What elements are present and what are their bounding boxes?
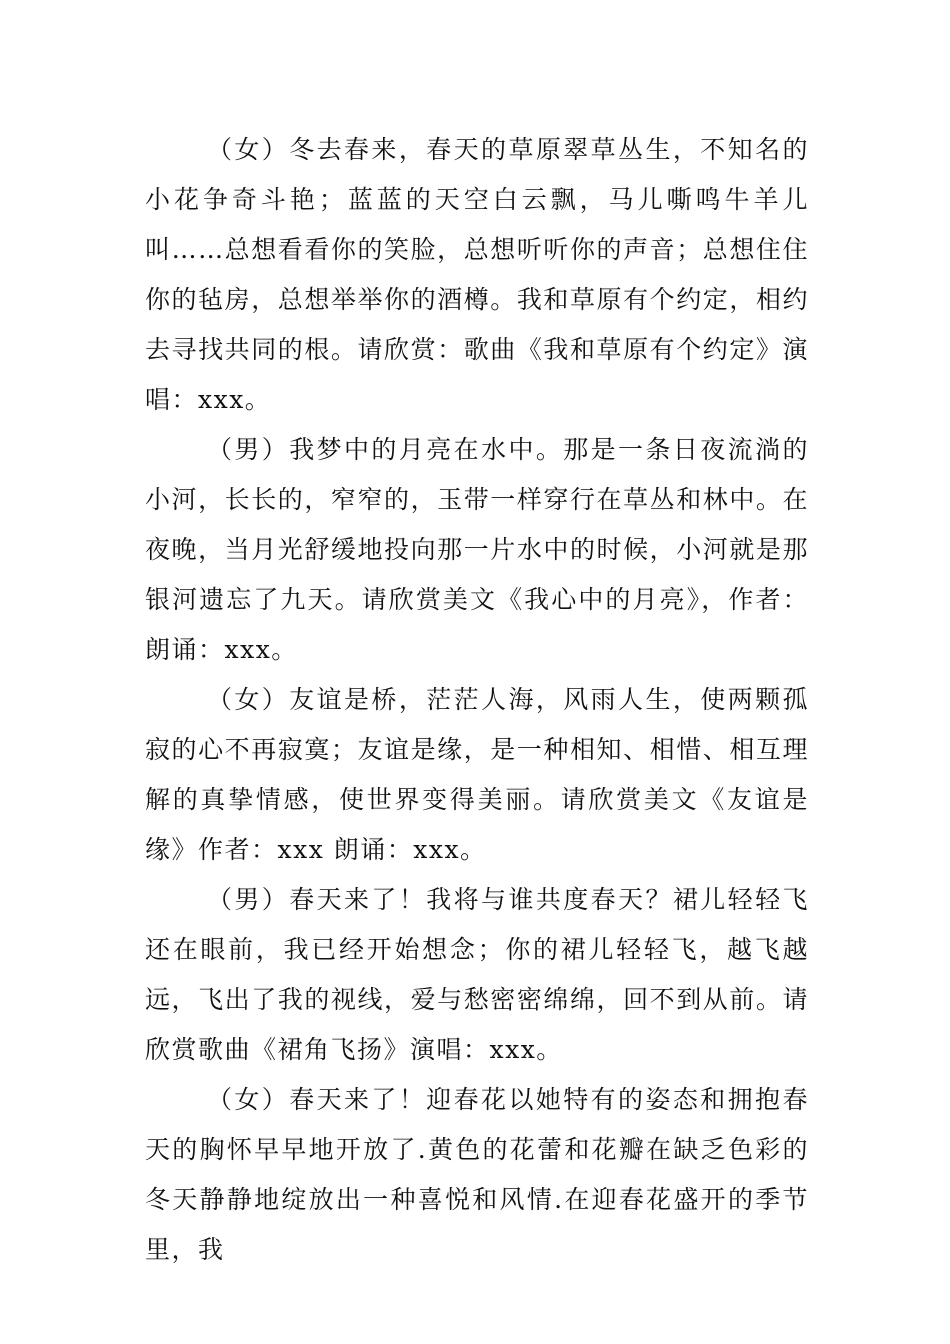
paragraph-male-moon: （男）我梦中的月亮在水中。那是一条日夜流淌的小河，长长的，窄窄的，玉带一样穿行在草丛和林中。在夜晚，当月光舒缓地投向那一片水中的时候，小河就是那银河遗忘了九天。请欣赏美文《我心中的月亮》，作者：朗诵：xxx。 <box>145 435 809 664</box>
paragraph-female-winter-jasmine: （女）春天来了！迎春花以她特有的姿态和拥抱春天的胸怀早早地开放了.黄色的花蕾和花瓣在缺乏色彩的冬天静静地绽放出一种喜悦和风情.在迎春花盛开的季节里，我 <box>145 1085 809 1264</box>
paragraph-male-spring-skirt: （男）春天来了！我将与谁共度春天？裙儿轻轻飞还在眼前，我已经开始想念；你的裙儿轻轻飞，越飞越远，飞出了我的视线，爱与愁密密绵绵，回不到从前。请欣赏歌曲《裙角飞扬》演唱：xxx。 <box>145 885 809 1064</box>
paragraph-female-friendship: （女）友谊是桥，茫茫人海，风雨人生，使两颗孤寂的心不再寂寞；友谊是缘，是一种相知、相惜、相互理解的真挚情感，使世界变得美丽。请欣赏美文《友谊是缘》作者：xxx 朗诵：xxx。 <box>145 685 809 864</box>
document-body <box>145 125 809 1275</box>
paragraph-female-grassland: （女）冬去春来，春天的草原翠草丛生，不知名的小花争奇斗艳；蓝蓝的天空白云飘，马儿嘶鸣牛羊儿叫……总想看看你的笑脸，总想听听你的声音；总想住住你的毡房，总想举举你的酒樽。我和草原有个约定，相约去寻找共同的根。请欣赏：歌曲《我和草原有个约定》演唱：xxx。 <box>145 135 809 414</box>
